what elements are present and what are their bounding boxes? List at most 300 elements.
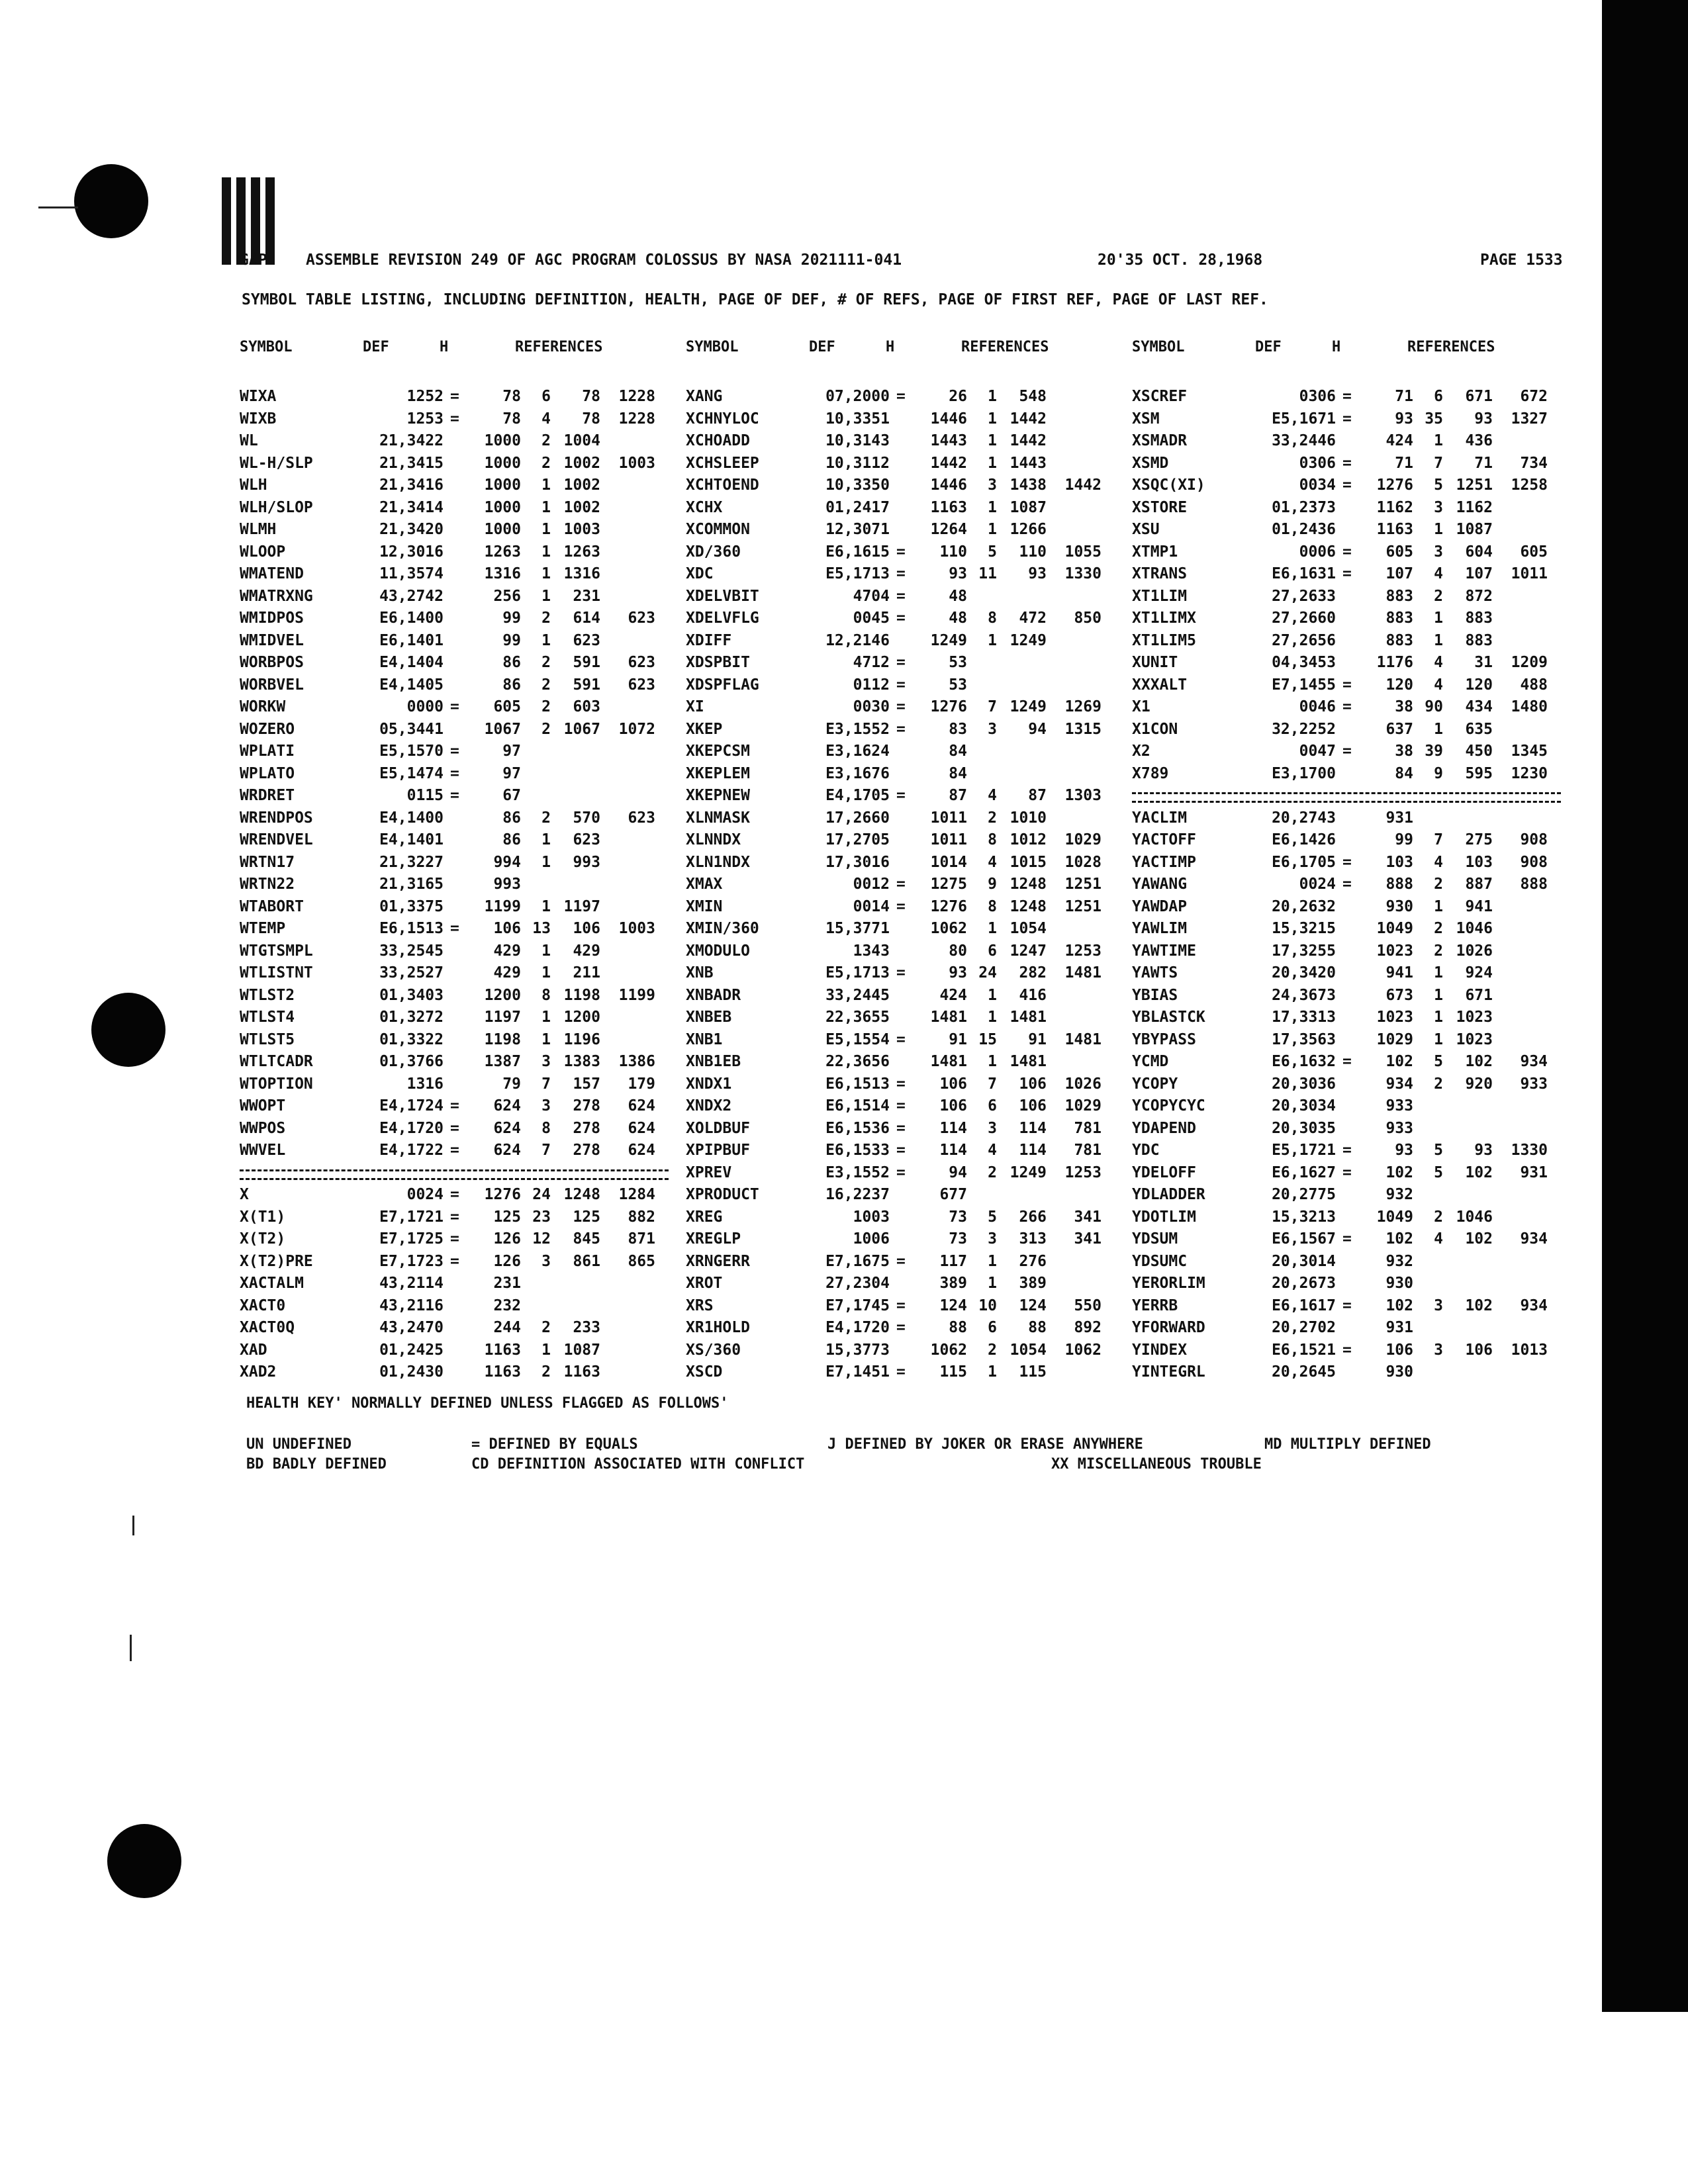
- cell-ref-count: 1: [988, 410, 997, 428]
- cell-def-page: 1163: [930, 499, 967, 516]
- cell-symbol: XANG: [686, 388, 723, 405]
- cell-def-page: 1163: [484, 1342, 521, 1359]
- cell-def-page: 1197: [484, 1009, 521, 1026]
- table-row: [1132, 632, 1569, 653]
- cell-first-ref: 924: [1465, 964, 1493, 981]
- cell-ref-count: 6: [541, 388, 551, 405]
- cell-ref-count: 1: [541, 854, 551, 871]
- cell-ref-count: 23: [532, 1208, 551, 1226]
- cell-symbol: XNB1EB: [686, 1053, 741, 1070]
- cell-first-ref: 231: [573, 588, 600, 605]
- table-row: [686, 521, 1123, 542]
- scan-mark: [130, 1635, 132, 1661]
- cell-ref-count: 1: [541, 964, 551, 981]
- table-row: [240, 698, 677, 719]
- cell-definition: E5,1554: [825, 1031, 890, 1048]
- health-key-item: BD BADLY DEFINED: [246, 1456, 387, 1473]
- cell-symbol: WLH/SLOP: [240, 499, 313, 516]
- table-row: [240, 1031, 677, 1052]
- cell-definition: 0000: [406, 698, 444, 715]
- cell-last-ref: 908: [1520, 831, 1548, 848]
- cell-def-page: 1011: [930, 831, 967, 848]
- cell-symbol: YDSUMC: [1132, 1253, 1188, 1270]
- cell-definition: 0047: [1299, 743, 1336, 760]
- cell-symbol: WL-H/SLP: [240, 455, 313, 472]
- cell-def-page: 1062: [930, 920, 967, 937]
- cell-definition: 1252: [406, 388, 444, 405]
- cell-ref-count: 3: [988, 1120, 997, 1137]
- cell-ref-count: 1: [1434, 987, 1443, 1004]
- cell-def-page: 637: [1385, 721, 1413, 738]
- cell-first-ref: 106: [1019, 1097, 1047, 1115]
- cell-first-ref: 1481: [1009, 1053, 1047, 1070]
- cell-def-page: 87: [949, 787, 967, 804]
- table-row: [686, 854, 1123, 875]
- cell-ref-count: 1: [541, 543, 551, 561]
- cell-definition: 21,3414: [379, 499, 444, 516]
- cell-definition: 24,3673: [1272, 987, 1336, 1004]
- cell-first-ref: 93: [1028, 565, 1047, 582]
- cell-first-ref: 671: [1465, 388, 1493, 405]
- cell-definition: 10,3350: [825, 477, 890, 494]
- cell-first-ref: 93: [1474, 410, 1493, 428]
- cell-def-page: 1276: [930, 698, 967, 715]
- table-row: [686, 632, 1123, 653]
- table-row: [1132, 1097, 1569, 1118]
- cell-definition: 20,3014: [1272, 1253, 1336, 1270]
- column-header-references: REFERENCES: [1407, 339, 1495, 355]
- cell-last-ref: 882: [628, 1208, 655, 1226]
- table-row: [240, 876, 677, 897]
- cell-def-page: 1481: [930, 1053, 967, 1070]
- cell-first-ref: 883: [1465, 632, 1493, 649]
- cell-first-ref: 1087: [1456, 521, 1493, 538]
- cell-symbol: XOLDBUF: [686, 1120, 750, 1137]
- column-header-references: REFERENCES: [961, 339, 1049, 355]
- cell-last-ref: 734: [1520, 455, 1548, 472]
- table-row: [1132, 388, 1569, 409]
- cell-definition: 33,2445: [825, 987, 890, 1004]
- cell-definition: 21,3416: [379, 477, 444, 494]
- cell-ref-count: 2: [541, 698, 551, 715]
- cell-health: =: [450, 1230, 459, 1248]
- cell-first-ref: 1046: [1456, 920, 1493, 937]
- cell-definition: E6,1632: [1272, 1053, 1336, 1070]
- cell-ref-count: 1: [541, 1342, 551, 1359]
- cell-definition: E5,1570: [379, 743, 444, 760]
- table-row: [686, 477, 1123, 498]
- cell-ref-count: 10: [978, 1297, 997, 1314]
- cell-symbol: WORBVEL: [240, 676, 304, 694]
- table-row: [240, 1097, 677, 1118]
- table-row: [686, 499, 1123, 520]
- cell-definition: E7,1721: [379, 1208, 444, 1226]
- cell-definition: E6,1567: [1272, 1230, 1336, 1248]
- cell-def-page: 93: [1395, 1142, 1413, 1159]
- cell-first-ref: 1026: [1456, 942, 1493, 960]
- cell-def-page: 94: [949, 1164, 967, 1181]
- cell-first-ref: 429: [573, 942, 600, 960]
- cell-health: =: [1342, 1297, 1352, 1314]
- cell-def-page: 1176: [1376, 654, 1413, 671]
- cell-symbol: XACT0Q: [240, 1319, 295, 1336]
- cell-ref-count: 4: [1434, 654, 1443, 671]
- table-row: [686, 1297, 1123, 1318]
- cell-definition: 4704: [853, 588, 890, 605]
- cell-symbol: YAWTS: [1132, 964, 1178, 981]
- cell-first-ref: 1442: [1009, 410, 1047, 428]
- cell-first-ref: 1046: [1456, 1208, 1493, 1226]
- header-page: PAGE 1533: [1480, 251, 1563, 269]
- table-row: [686, 1031, 1123, 1052]
- cell-symbol: WLH: [240, 477, 267, 494]
- cell-symbol: YBIAS: [1132, 987, 1178, 1004]
- cell-def-page: 67: [502, 787, 521, 804]
- cell-first-ref: 87: [1028, 787, 1047, 804]
- cell-definition: E5,1713: [825, 964, 890, 981]
- cell-first-ref: 93: [1474, 1142, 1493, 1159]
- cell-health: =: [896, 1097, 906, 1115]
- table-row: [1132, 964, 1569, 985]
- cell-first-ref: 278: [573, 1120, 600, 1137]
- cell-definition: 15,3773: [825, 1342, 890, 1359]
- cell-definition: 1316: [406, 1075, 444, 1093]
- cell-health: =: [896, 1120, 906, 1137]
- cell-ref-count: 7: [1434, 455, 1443, 472]
- cell-first-ref: 591: [573, 676, 600, 694]
- cell-definition: 01,3766: [379, 1053, 444, 1070]
- cell-def-page: 1199: [484, 898, 521, 915]
- cell-symbol: YACTIMP: [1132, 854, 1196, 871]
- cell-health: =: [450, 920, 459, 937]
- cell-first-ref: 920: [1465, 1075, 1493, 1093]
- cell-first-ref: 434: [1465, 698, 1493, 715]
- cell-last-ref: 624: [628, 1097, 655, 1115]
- cell-def-page: 1014: [930, 854, 967, 871]
- cell-symbol: XSCD: [686, 1363, 723, 1381]
- cell-first-ref: 1442: [1009, 432, 1047, 449]
- cell-definition: E3,1676: [825, 765, 890, 782]
- table-row: [686, 565, 1123, 586]
- cell-first-ref: 1248: [1009, 898, 1047, 915]
- cell-first-ref: 211: [573, 964, 600, 981]
- cell-symbol: XREGLP: [686, 1230, 741, 1248]
- cell-last-ref: 624: [628, 1142, 655, 1159]
- cell-symbol: XNB1: [686, 1031, 723, 1048]
- cell-first-ref: 276: [1019, 1253, 1047, 1270]
- cell-ref-count: 1: [541, 1009, 551, 1026]
- cell-def-page: 1023: [1376, 942, 1413, 960]
- table-row: [1132, 432, 1569, 453]
- cell-last-ref: 623: [628, 654, 655, 671]
- cell-ref-count: 13: [532, 920, 551, 937]
- cell-def-page: 930: [1385, 898, 1413, 915]
- cell-last-ref: 1072: [618, 721, 655, 738]
- cell-symbol: XSQC(XI): [1132, 477, 1205, 494]
- cell-first-ref: 1438: [1009, 477, 1047, 494]
- cell-ref-count: 1: [988, 920, 997, 937]
- cell-ref-count: 2: [541, 432, 551, 449]
- cell-definition: 12,2146: [825, 632, 890, 649]
- cell-first-ref: 872: [1465, 588, 1493, 605]
- cell-ref-count: 1: [541, 477, 551, 494]
- cell-definition: E3,1700: [1272, 765, 1336, 782]
- cell-definition: 1006: [853, 1230, 890, 1248]
- cell-last-ref: 1062: [1064, 1342, 1102, 1359]
- cell-symbol: YACTOFF: [1132, 831, 1196, 848]
- cell-definition: E5,1721: [1272, 1142, 1336, 1159]
- table-row: [240, 1120, 677, 1141]
- cell-symbol: YAWANG: [1132, 876, 1188, 893]
- cell-def-page: 114: [939, 1142, 967, 1159]
- cell-def-page: 93: [949, 565, 967, 582]
- cell-symbol: XCHOADD: [686, 432, 750, 449]
- cell-definition: 17,2660: [825, 809, 890, 827]
- cell-last-ref: 908: [1520, 854, 1548, 871]
- cell-def-page: 126: [493, 1230, 521, 1248]
- cell-ref-count: 4: [988, 854, 997, 871]
- cell-first-ref: 1197: [563, 898, 600, 915]
- cell-ref-count: 1: [1434, 432, 1443, 449]
- cell-def-page: 93: [949, 964, 967, 981]
- table-row: [686, 743, 1123, 764]
- table-row: [1132, 698, 1569, 719]
- table-row: [686, 1363, 1123, 1385]
- cell-symbol: WTLST2: [240, 987, 295, 1004]
- table-row: [240, 809, 677, 831]
- cell-def-page: 933: [1385, 1097, 1413, 1115]
- cell-ref-count: 2: [988, 809, 997, 827]
- cell-definition: 0306: [1299, 455, 1336, 472]
- cell-first-ref: 591: [573, 654, 600, 671]
- cell-def-page: 934: [1385, 1075, 1413, 1093]
- cell-last-ref: 865: [628, 1253, 655, 1270]
- table-row: [1132, 521, 1569, 542]
- cell-symbol: XKEPCSM: [686, 743, 750, 760]
- section-separator: [240, 1169, 669, 1180]
- table-row: [240, 1075, 677, 1097]
- cell-def-page: 102: [1385, 1297, 1413, 1314]
- cell-definition: 33,2545: [379, 942, 444, 960]
- cell-def-page: 102: [1385, 1230, 1413, 1248]
- cell-last-ref: 1253: [1064, 1164, 1102, 1181]
- cell-first-ref: 266: [1019, 1208, 1047, 1226]
- cell-def-page: 97: [502, 765, 521, 782]
- table-row: [240, 477, 677, 498]
- table-row: [686, 1319, 1123, 1340]
- cell-health: =: [450, 1186, 459, 1203]
- table-row: [1132, 1186, 1569, 1207]
- cell-def-page: 1062: [930, 1342, 967, 1359]
- cell-ref-count: 24: [978, 964, 997, 981]
- cell-first-ref: 1002: [563, 477, 600, 494]
- cell-def-page: 114: [939, 1120, 967, 1137]
- cell-def-page: 1481: [930, 1009, 967, 1026]
- column-header-h: H: [440, 339, 449, 355]
- cell-def-page: 78: [502, 410, 521, 428]
- table-row: [1132, 1342, 1569, 1363]
- cell-symbol: XNBEB: [686, 1009, 732, 1026]
- cell-definition: 01,3403: [379, 987, 444, 1004]
- cell-ref-count: 1: [541, 632, 551, 649]
- cell-def-page: 677: [939, 1186, 967, 1203]
- cell-ref-count: 8: [541, 987, 551, 1004]
- cell-def-page: 124: [939, 1297, 967, 1314]
- cell-definition: 43,2114: [379, 1275, 444, 1292]
- cell-definition: E4,1405: [379, 676, 444, 694]
- cell-symbol: YDOTLIM: [1132, 1208, 1196, 1226]
- cell-symbol: YAWTIME: [1132, 942, 1196, 960]
- cell-def-page: 1029: [1376, 1031, 1413, 1048]
- cell-definition: 1003: [853, 1208, 890, 1226]
- table-row: [240, 743, 677, 764]
- cell-definition: E6,1536: [825, 1120, 890, 1137]
- cell-first-ref: 102: [1465, 1164, 1493, 1181]
- cell-def-page: 97: [502, 743, 521, 760]
- cell-def-page: 86: [502, 654, 521, 671]
- cell-def-page: 84: [949, 765, 967, 782]
- table-row: [240, 455, 677, 476]
- table-row: [1132, 543, 1569, 565]
- table-row: [240, 654, 677, 675]
- cell-ref-count: 4: [1434, 676, 1443, 694]
- table-row: [1132, 1164, 1569, 1185]
- cell-ref-count: 2: [988, 1342, 997, 1359]
- cell-definition: 01,3322: [379, 1031, 444, 1048]
- cell-ref-count: 2: [1434, 920, 1443, 937]
- cell-symbol: WMATEND: [240, 565, 304, 582]
- cell-definition: 20,2645: [1272, 1363, 1336, 1381]
- cell-symbol: XDIFF: [686, 632, 732, 649]
- cell-definition: 11,3574: [379, 565, 444, 582]
- table-row: [240, 1342, 677, 1363]
- cell-last-ref: 550: [1074, 1297, 1102, 1314]
- cell-ref-count: 4: [1434, 565, 1443, 582]
- cell-first-ref: 1087: [1009, 499, 1047, 516]
- cell-def-page: 1446: [930, 410, 967, 428]
- cell-symbol: YDELOFF: [1132, 1164, 1196, 1181]
- cell-health: =: [896, 898, 906, 915]
- cell-ref-count: 2: [1434, 1075, 1443, 1093]
- cell-health: =: [896, 964, 906, 981]
- cell-last-ref: 1029: [1064, 1097, 1102, 1115]
- cell-def-page: 26: [949, 388, 967, 405]
- cell-definition: 15,3771: [825, 920, 890, 937]
- cell-first-ref: 993: [573, 854, 600, 871]
- table-row: [240, 388, 677, 409]
- cell-definition: E3,1624: [825, 743, 890, 760]
- cell-def-page: 1011: [930, 809, 967, 827]
- cell-def-page: 103: [1385, 854, 1413, 871]
- cell-ref-count: 6: [988, 1319, 997, 1336]
- cell-symbol: XNBADR: [686, 987, 741, 1004]
- cell-def-page: 125: [493, 1208, 521, 1226]
- cell-definition: E4,1720: [379, 1120, 444, 1137]
- cell-last-ref: 1230: [1511, 765, 1548, 782]
- cell-symbol: WRENDPOS: [240, 809, 313, 827]
- cell-first-ref: 416: [1019, 987, 1047, 1004]
- cell-symbol: WTLISTNT: [240, 964, 313, 981]
- cell-first-ref: 1054: [1009, 920, 1047, 937]
- cell-first-ref: 861: [573, 1253, 600, 1270]
- cell-definition: 27,2656: [1272, 632, 1336, 649]
- cell-def-page: 932: [1385, 1186, 1413, 1203]
- cell-def-page: 1263: [484, 543, 521, 561]
- cell-def-page: 605: [493, 698, 521, 715]
- cell-health: =: [1342, 410, 1352, 428]
- cell-first-ref: 94: [1028, 721, 1047, 738]
- cell-first-ref: 115: [1019, 1363, 1047, 1381]
- cell-def-page: 1000: [484, 499, 521, 516]
- cell-ref-count: 4: [988, 787, 997, 804]
- cell-first-ref: 1054: [1009, 1342, 1047, 1359]
- cell-symbol: WIXB: [240, 410, 277, 428]
- cell-ref-count: 6: [988, 1097, 997, 1115]
- cell-last-ref: 1199: [618, 987, 655, 1004]
- table-row: [240, 1009, 677, 1030]
- cell-ref-count: 1: [988, 1363, 997, 1381]
- cell-symbol: XLNMASK: [686, 809, 750, 827]
- cell-ref-count: 1: [988, 1253, 997, 1270]
- cell-def-page: 1067: [484, 721, 521, 738]
- cell-def-page: 232: [493, 1297, 521, 1314]
- table-row: [686, 1253, 1123, 1274]
- cell-first-ref: 1004: [563, 432, 600, 449]
- table-row: [240, 632, 677, 653]
- cell-symbol: WWPOS: [240, 1120, 286, 1137]
- cell-first-ref: 313: [1019, 1230, 1047, 1248]
- cell-symbol: X789: [1132, 765, 1169, 782]
- table-row: [240, 1142, 677, 1163]
- cell-definition: E7,1451: [825, 1363, 890, 1381]
- table-row: [686, 410, 1123, 432]
- cell-first-ref: 1198: [563, 987, 600, 1004]
- cell-health: =: [896, 388, 906, 405]
- cell-symbol: XSCREF: [1132, 388, 1188, 405]
- cell-definition: 12,3016: [379, 543, 444, 561]
- cell-definition: E4,1722: [379, 1142, 444, 1159]
- cell-def-page: 1249: [930, 632, 967, 649]
- cell-def-page: 110: [939, 543, 967, 561]
- cell-def-page: 107: [1385, 565, 1413, 582]
- cell-health: =: [1342, 698, 1352, 715]
- cell-symbol: WTABORT: [240, 898, 304, 915]
- cell-last-ref: 781: [1074, 1120, 1102, 1137]
- cell-definition: 01,2373: [1272, 499, 1336, 516]
- cell-symbol: WTLTCADR: [240, 1053, 313, 1070]
- cell-symbol: XPREV: [686, 1164, 732, 1181]
- cell-definition: 43,2470: [379, 1319, 444, 1336]
- table-row: [686, 432, 1123, 453]
- cell-definition: 20,3420: [1272, 964, 1336, 981]
- cell-ref-count: 12: [532, 1230, 551, 1248]
- cell-first-ref: 635: [1465, 721, 1493, 738]
- table-row: [686, 809, 1123, 831]
- cell-ref-count: 1: [988, 455, 997, 472]
- cell-symbol: YDSUM: [1132, 1230, 1178, 1248]
- cell-definition: 22,3655: [825, 1009, 890, 1026]
- cell-ref-count: 7: [541, 1142, 551, 1159]
- cell-first-ref: 102: [1465, 1230, 1493, 1248]
- cell-health: =: [450, 743, 459, 760]
- cell-def-page: 106: [939, 1097, 967, 1115]
- cell-first-ref: 114: [1019, 1142, 1047, 1159]
- cell-first-ref: 91: [1028, 1031, 1047, 1048]
- cell-def-page: 429: [493, 964, 521, 981]
- cell-ref-count: 5: [1434, 477, 1443, 494]
- punch-hole-top: [74, 164, 148, 238]
- cell-definition: 01,2430: [379, 1363, 444, 1381]
